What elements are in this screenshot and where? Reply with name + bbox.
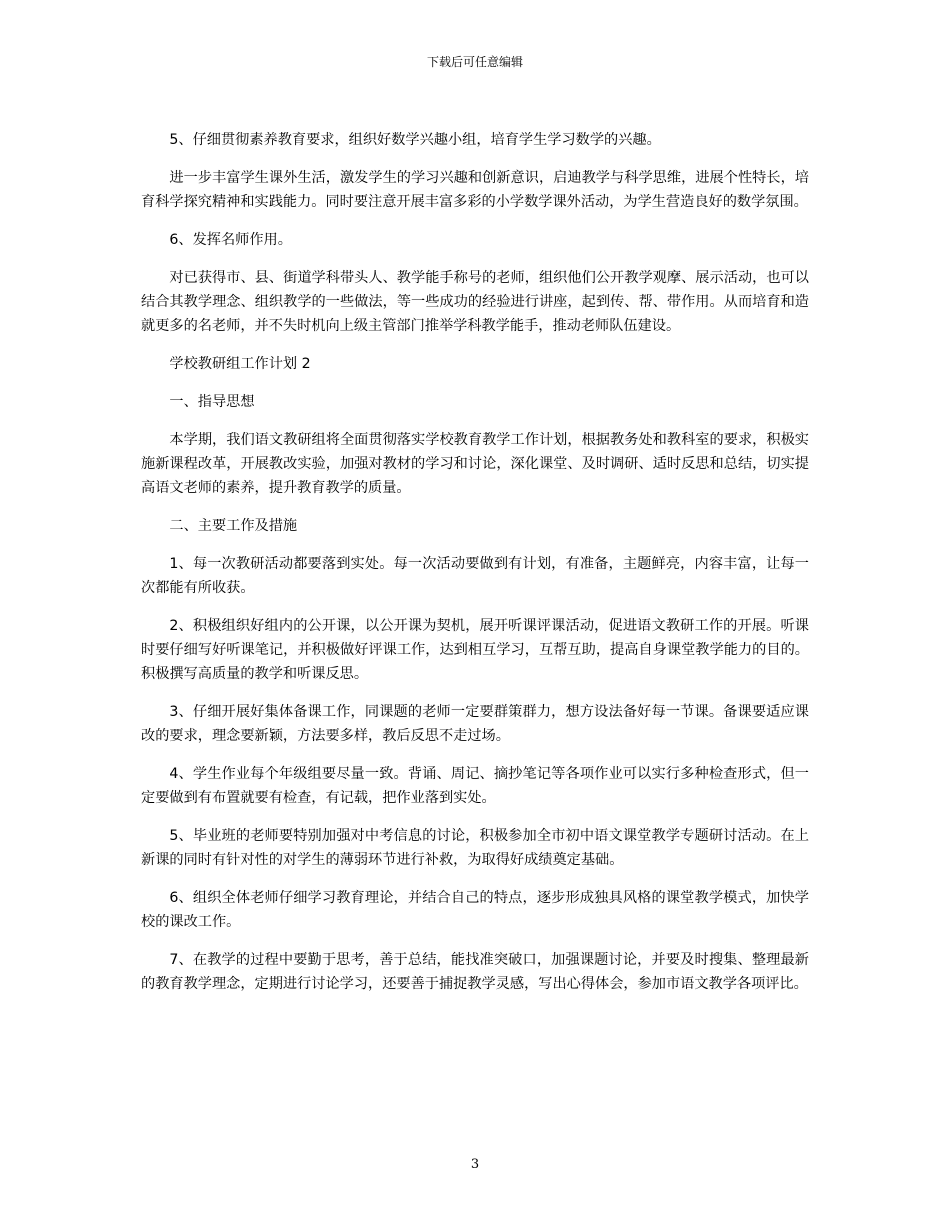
page-number: 3 <box>470 1157 480 1172</box>
paragraph-measure-5: 5、毕业班的老师要特别加强对中考信息的讨论，积极参加全市初中语文课堂教学专题研讨活动。在上新课的同时有针对性的对学生的薄弱环节进行补救，为取得好成绩奠定基础。 <box>141 828 809 868</box>
paragraph-measure-4: 4、学生作业每个年级组要尽量一致。背诵、周记、摘抄笔记等各项作业可以实行多种检查形式，但一定要做到有布置就要有检查，有记载，把作业落到实处。 <box>141 766 809 806</box>
document-body <box>141 128 809 1010</box>
paragraph-measure-2: 2、积极组织好组内的公开课，以公开课为契机，展开听课评课活动，促进语文教研工作的开展。听课时要仔细写好听课笔记，并积极做好评课工作，达到相互学习，互帮互助，提高自身课堂教学能力的目的。积极撰写高质量的教学和听课反思。 <box>141 618 809 682</box>
paragraph-item-5-interest-group: 5、仔细贯彻素养教育要求，组织好数学兴趣小组，培育学生学习数学的兴趣。 <box>169 132 661 148</box>
section-heading-guiding-thought: 一、指导思想 <box>169 394 255 410</box>
section-title-plan-2: 学校教研组工作计划 2 <box>169 356 311 372</box>
section-heading-main-work: 二、主要工作及措施 <box>169 518 298 534</box>
paragraph-extracurricular: 进一步丰富学生课外生活，激发学生的学习兴趣和创新意识，启迪教学与科学思维，进展个性特长，培育科学探究精神和实践能力。同时要注意开展丰富多彩的小学数学课外活动，为学生营造良好的数学氛围。 <box>141 170 809 210</box>
paragraph-measure-7: 7、在教学的过程中要勤于思考，善于总结，能找准突破口，加强课题讨论，并要及时搜集、整理最新的教育教学理念，定期进行讨论学习，还要善于捕捉教学灵感，写出心得体会，参加市语文教学各项评比。 <box>141 952 809 992</box>
paragraph-guiding-thought: 本学期，我们语文教研组将全面贯彻落实学校教育教学工作计划，根据教务处和教科室的要求，积极实施新课程改革，开展教改实验，加强对教材的学习和讨论，深化课堂、及时调研、适时反思和总结，切实提高语文老师的素养，提升教育教学的质量。 <box>141 432 809 496</box>
paragraph-measure-3: 3、仔细开展好集体备课工作，同课题的老师一定要群策群力，想方设法备好每一节课。备课要适应课改的要求，理念要新颖，方法要多样，教后反思不走过场。 <box>141 704 809 744</box>
paragraph-famous-teacher-detail: 对已获得市、县、街道学科带头人、教学能手称号的老师，组织他们公开教学观摩、展示活动，也可以结合其教学理念、组织教学的一些做法，等一些成功的经验进行讲座，起到传、帮、带作用。从而培育和造就更多的名老师，并不失时机向上级主管部门推举学科教学能手，推动老师队伍建设。 <box>141 270 809 334</box>
paragraph-item-6-famous-teacher: 6、发挥名师作用。 <box>169 232 292 248</box>
paragraph-measure-6: 6、组织全体老师仔细学习教育理论，并结合自己的特点，逐步形成独具风格的课堂教学模式，加快学校的课改工作。 <box>141 890 809 930</box>
page-header: 下载后可任意编辑 <box>426 55 523 69</box>
paragraph-measure-1: 1、每一次教研活动都要落到实处。每一次活动要做到有计划，有准备，主题鲜亮，内容丰富，让每一次都能有所收获。 <box>141 556 809 596</box>
